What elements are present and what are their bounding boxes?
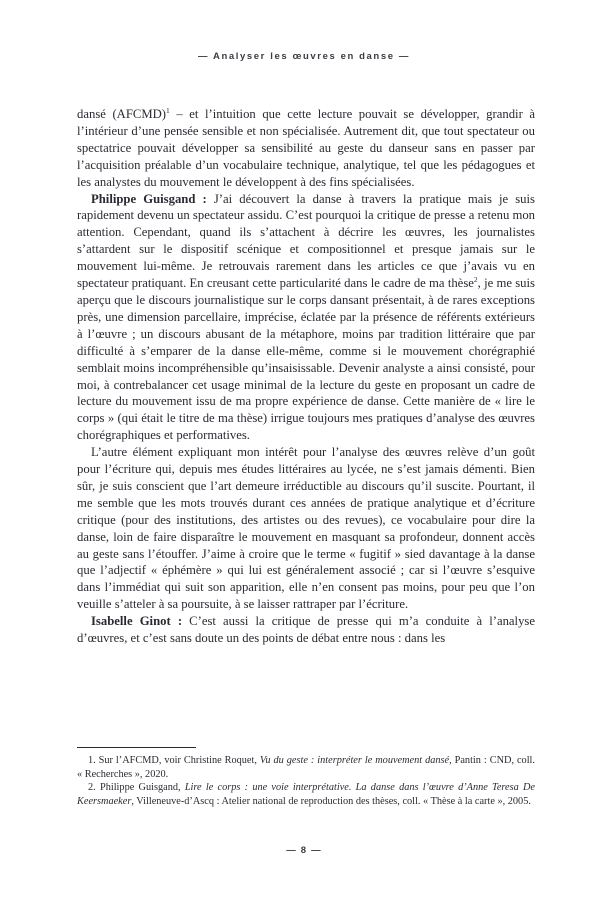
text-run: 2. Philippe Guisgand, [88, 782, 185, 793]
running-header: — Analyser les œuvres en danse — [198, 51, 410, 62]
text-run: , je me suis aperçu que le discours journalistique sur le corps dansant présentait, à de rares exceptions près, une dimension parcellaire, imprécise, éclatée par la présence de référents extérieurs à l’œuvre ; un discours abusant de la métaphore, moins par tradition littéraire que par difficulté à s’emparer de la danse elle-même, comme si le mouvement chorégraphié semblait moins incompréhensible qu’insaisissable. Devenir analyste a ainsi consisté, pour moi, à contrebalancer cet usage minimal de la lecture du geste en proposant un cadre de lecture du mouvement issu de ma propre expérience de danse. Cette manière de « lire le corps » (qui était le titre de ma thèse) irrigue toujours mes pratiques d’analyse des œuvres chorégraphiques et performatives. [77, 276, 535, 443]
text-run: , Villeneuve-d’Ascq : Atelier national de reproduction des thèses, coll. « Thèse à la carte », 2005. [131, 795, 531, 807]
footnote-ref: 1 [166, 105, 170, 115]
text-run: L’autre élément expliquant mon intérêt pour l’analyse des œuvres relève d’un goût pour l’écriture qui, depuis mes études littéraires au lycée, ne s’est jamais démenti. Bien sûr, je suis conscient que l’art demeure irréductible au discours qu’il suscite. Pourtant, il me semble que les mots trouvés durant ces années de pratique analytique et d’écriture critique (pour des institutions, des artistes ou des revues), ce vocabulaire pour dire la danse, loin de faire disparaître le mouvement en masquant sa profondeur, donnent accès au geste sans l’étouffer. J’aime à croire que le terme « fugitif » sied davantage à la danse que l’adjectif « éphémère » qui lui est généralement associé ; car si l’œuvre s’esquive dans l’immédiat qui suit son apparition, elle n’en consent pas moins, pour peu que l’on veuille s’atteler à sa poursuite, à se laisser rattraper par l’écriture. [77, 445, 535, 612]
page-number: — 8 — [286, 845, 322, 856]
text-run: Vu du geste : interpréter le mouvement dansé [259, 755, 450, 766]
text-run: 1. Sur l’AFCMD, voir Christine Roquet, [88, 755, 260, 766]
footnote-separator-rule [77, 747, 196, 748]
text-run: – et l’intuition que cette lecture pouvait se développer, grandir à l’intérieur d’une pensée sensible et non spécialisée. Autrement dit, que tout spectateur ou spectatrice pouvait développer sa sensibilité au geste du danseur sans en passer par l’acquisition préalable d’un vocabulaire technique, analytique, tel que les pédagogues et les analystes du mouvement le développent à des fins spécialisées. [77, 107, 536, 189]
text-column [77, 106, 535, 647]
paragraph-speaker-ginot [77, 613, 535, 647]
paragraph [77, 106, 535, 191]
text-run: dansé (AFCMD) [77, 107, 167, 121]
text-run: C’est aussi la critique de presse qui m’a conduite à l’analyse d’œuvres, et c’est sans doute un des points de débat entre nous : dans les [77, 614, 535, 646]
paragraph-speaker-guisgand [77, 191, 535, 445]
text-run: Lire le corps : une voie interprétative. La danse dans l’œuvre d’Anne Teresa De Keersmaeker [77, 782, 536, 807]
footnotes [77, 754, 535, 808]
text-run: J’ai découvert la danse à travers la pratique mais je suis rapidement devenu un spectateur assidu. C’est pourquoi la critique de presse a retenu mon attention. Cependant, quand ils s’attachent à décrire les œuvres, les journalistes s’attardent sur le dispositif scénique et compositionnel et presque jamais sur le mouvement lui-même. Je retrouvais rarement dans les articles ce que j’avais vu en spectateur pratiquant. En creusant cette particularité dans le cadre de ma thèse [77, 191, 536, 291]
paragraph [77, 444, 535, 613]
footnote-item [77, 754, 535, 781]
footnote-item [77, 781, 535, 808]
footnote-ref: 2 [473, 274, 478, 284]
text-run: , Pantin : CND, coll. « Recherches », 2020. [77, 755, 535, 780]
text-run: Isabelle Ginot : [91, 614, 183, 629]
text-run: Philippe Guisgand : [91, 191, 207, 206]
